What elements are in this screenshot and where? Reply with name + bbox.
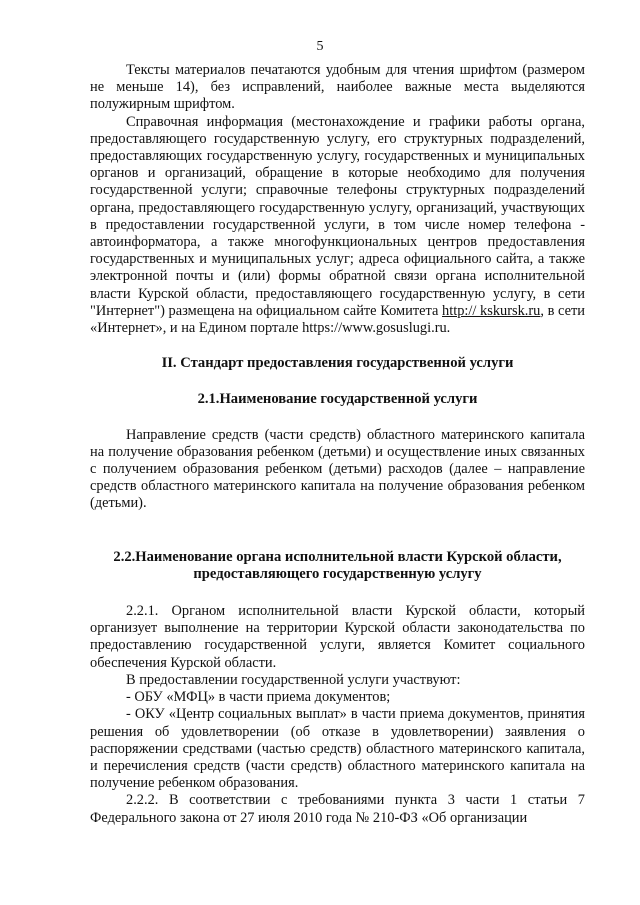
- list-item-social-payments-center: - ОКУ «Центр социальных выплат» в части приема документов, принятия решения об удовлетворении (об отказе в удовлетворении) заявления о распоряжении средствами (частью средств) областного материнского капитала, и перечисления средств (части средств) областного материнского капитала на получение ребенком образования.: [90, 706, 585, 792]
- paragraph-reference-info: [90, 114, 585, 338]
- paragraph-font-requirements: Тексты материалов печатаются удобным для чтения шрифтом (размером не меньше 14), без исправлений, наиболее важные места выделяются полужирным шрифтом.: [90, 62, 585, 113]
- list-item-mfc: - ОБУ «МФЦ» в части приема документов;: [126, 689, 391, 706]
- paragraph-2-2-2: 2.2.2. В соответствии с требованиями пункта 3 части 1 статьи 7 Федерального закона от 27 июля 2010 года № 210-ФЗ «Об организации: [90, 792, 585, 826]
- document-body: [90, 62, 585, 827]
- page-number: 5: [316, 39, 324, 54]
- reference-info-tail: , в сети «Интернет», и на Едином портале https://www.gosuslugi.ru.: [90, 302, 585, 337]
- paragraph-service-name: Направление средств (части средств) областного материнского капитала на получение образования ребенком (детьми) и осуществление иных связанных с получением образования ребенком (детьми) расходов (далее – направление средств областного материнского капитала на получение образования ребенком (детьми).: [90, 426, 585, 512]
- committee-site-link[interactable]: http:// kskursk.ru: [442, 302, 541, 319]
- reference-info-text: Справочная информация (местонахождение и графики работы органа, предоставляющего государственную услугу, его структурных подразделений, предоставляющих государственную услугу, государственных и муниципальных органов и организаций, обращение в которые необходимо для получения государственной услуги; справочные телефоны структурных подразделений органа, предоставляющего государственную услугу, организаций, участвующих в предоставлении государственной услуги, в том числе номер телефона - автоинформатора, а также многофункциональных центров предоставления государственных и муниципальных услуг; адреса официального сайта, а также электронной почты и (или) формы обратной связи органа исполнительной власти Курской области, предоставляющего государственную услугу, в сети "Интернет") размещена на официальном сайте Комитета: [90, 113, 585, 319]
- subsection-heading-authority-line1: 2.2.Наименование органа исполнительной власти Курской области,: [113, 548, 562, 565]
- section-heading-standard: II. Стандарт предоставления государственной услуги: [161, 355, 514, 372]
- paragraph-2-2-1: 2.2.1. Органом исполнительной власти Курской области, который организует выполнение на территории Курской области законодательства по предоставлению государственной услуги, является Комитет социального обеспечения Курской области.: [90, 603, 585, 671]
- subsection-heading-authority-line2: предоставляющего государственную услугу: [193, 565, 482, 582]
- paragraph-participants-intro: В предоставлении государственной услуги участвуют:: [126, 671, 461, 688]
- subsection-heading-service-name: 2.1.Наименование государственной услуги: [197, 391, 478, 408]
